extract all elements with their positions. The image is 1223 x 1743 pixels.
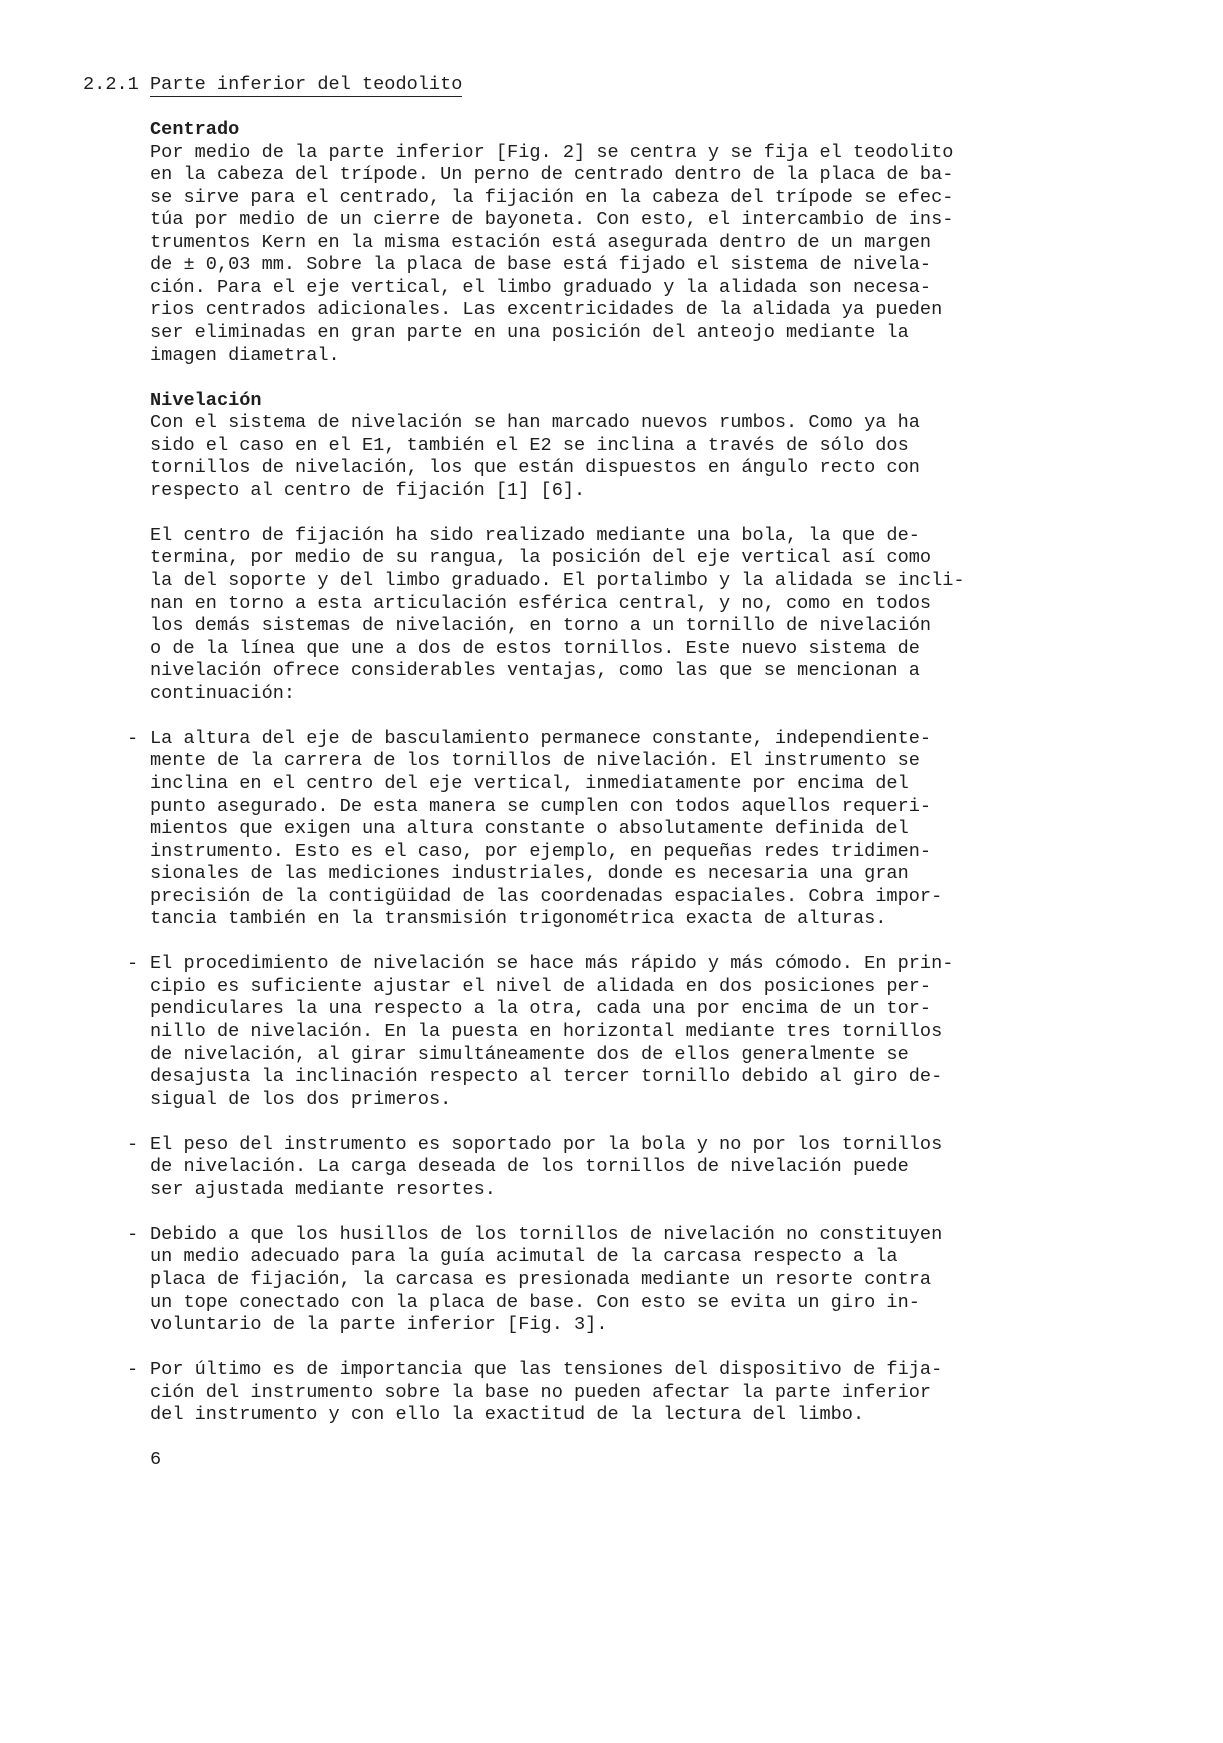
text-line: la del soporte y del limbo graduado. El portalimbo y la alidada se incli- [150,570,965,592]
text-line: La altura del eje de basculamiento permanece constante, independiente- [150,727,932,749]
text-line: El peso del instrumento es soportado por la bola y no por los tornillos [150,1133,943,1155]
bullet-item [127,1133,1223,1202]
bullet-item [127,1359,1223,1427]
document-page [0,74,1223,1472]
text-line: Por medio de la parte inferior [Fig. 2] se centra y se fija el teodolito [150,141,954,163]
text-line: instrumento. Esto es el caso, por ejemplo, en pequeñas redes tridimen- [150,840,932,862]
text-line: tancia también en la transmisión trigonométrica exacta de alturas. [150,908,887,930]
text-line: precisión de la contigüidad de las coordenadas espaciales. Cobra impor- [150,885,943,907]
bullet-dash: - [127,1133,139,1155]
page-number: 6 [150,1449,162,1471]
bullet-dash: - [127,1223,139,1245]
text-line: placa de fijación, la carcasa es presionada mediante un resorte contra [150,1268,932,1290]
paragraph [150,525,1223,705]
bullet-dash: - [127,1359,139,1381]
text-line: de nivelación. La carga deseada de los tornillos de nivelación puede [150,1156,909,1178]
text-line: desajusta la inclinación respecto al tercer tornillo debido al giro de- [150,1066,943,1088]
text-line: Debido a que los husillos de los tornillos de nivelación no constituyen [150,1223,943,1245]
section-body [127,119,1223,1427]
text-line: cipio es suficiente ajustar el nivel de alidada en dos posiciones per- [150,975,932,997]
text-line: pendiculares la una respecto a la otra, cada una por encima de un tor- [150,998,932,1020]
text-line: mente de la carrera de los tornillos de nivelación. El instrumento se [150,750,920,772]
text-line: nillo de nivelación. En la puesta en horizontal mediante tres tornillos [150,1020,943,1042]
bullet-dash: - [127,953,139,975]
text-line: en la cabeza del trípode. Un perno de centrado dentro de la placa de ba- [150,164,954,186]
text-line: continuación: [150,682,296,704]
text-line: mientos que exigen una altura constante o absolutamente definida del [150,818,909,840]
text-line: de ± 0,03 mm. Sobre la placa de base está fijado el sistema de nivela- [150,254,932,276]
text-line: sido el caso en el E1, también el E2 se inclina a través de sólo dos [150,434,909,456]
section-number: 2.2.1 [83,74,139,95]
text-line: ser ajustada mediante resortes. [150,1178,496,1200]
text-line: termina, por medio de su rangua, la posición del eje vertical así como [150,547,932,569]
text-line: trumentos Kern en la misma estación está asegurada dentro de un margen [150,231,932,253]
subheading-nivelacion: Nivelación [150,389,262,411]
text-line: El centro de fijación ha sido realizado mediante una bola, la que de- [150,524,920,546]
text-line: de nivelación, al girar simultáneamente dos de ellos generalmente se [150,1043,909,1065]
text-line: ción del instrumento sobre la base no pueden afectar la parte inferior [150,1381,932,1403]
text-line: un tope conectado con la placa de base. Con esto se evita un giro in- [150,1291,920,1313]
paragraph [150,142,1223,367]
bullet-item [127,1223,1223,1337]
text-line: voluntario de la parte inferior [Fig. 3]. [150,1314,608,1336]
text-line: del instrumento y con ello la exactitud de la lectura del limbo. [150,1404,865,1426]
text-line: punto asegurado. De esta manera se cumplen con todos aquellos requeri- [150,795,932,817]
text-line: o de la línea que une a dos de estos tornillos. Este nuevo sistema de [150,637,920,659]
text-line: respecto al centro de fijación [1] [6]. [150,479,586,501]
bullet-item [127,953,1223,1111]
text-line: Con el sistema de nivelación se han marcado nuevos rumbos. Como ya ha [150,412,920,434]
text-line: imagen diametral. [150,344,340,366]
section-heading [83,74,1223,97]
paragraph [150,412,1223,502]
text-line: ción. Para el eje vertical, el limbo graduado y la alidada son necesa- [150,276,932,298]
text-line: sigual de los dos primeros. [150,1088,452,1110]
text-line: tornillos de nivelación, los que están dispuestos en ángulo recto con [150,457,920,479]
section-title: Parte inferior del teodolito [149,74,463,95]
text-line: rios centrados adicionales. Las excentricidades de la alidada ya pueden [150,299,943,321]
text-line: nivelación ofrece considerables ventajas, como las que se mencionan a [150,660,920,682]
text-line: Por último es de importancia que las tensiones del dispositivo de fija- [150,1359,943,1381]
text-line: túa por medio de un cierre de bayoneta. Con esto, el intercambio de ins- [150,209,954,231]
text-line: sionales de las mediciones industriales, donde es necesaria una gran [150,863,909,885]
bullet-item [127,727,1223,931]
text-line: inclina en el centro del eje vertical, inmediatamente por encima del [150,772,909,794]
text-line: ser eliminadas en gran parte en una posición del anteojo mediante la [150,322,909,344]
text-line: un medio adecuado para la guía acimutal de la carcasa respecto a la [150,1246,898,1268]
text-line: nan en torno a esta articulación esférica central, y no, como en todos [150,592,932,614]
text-line: los demás sistemas de nivelación, en torno a un tornillo de nivelación [150,615,932,637]
text-line: se sirve para el centrado, la fijación en la cabeza del trípode se efec- [150,186,954,208]
bullet-dash: - [127,727,139,749]
subheading-centrado: Centrado [150,119,240,141]
text-line: El procedimiento de nivelación se hace más rápido y más cómodo. En prin- [150,953,954,975]
